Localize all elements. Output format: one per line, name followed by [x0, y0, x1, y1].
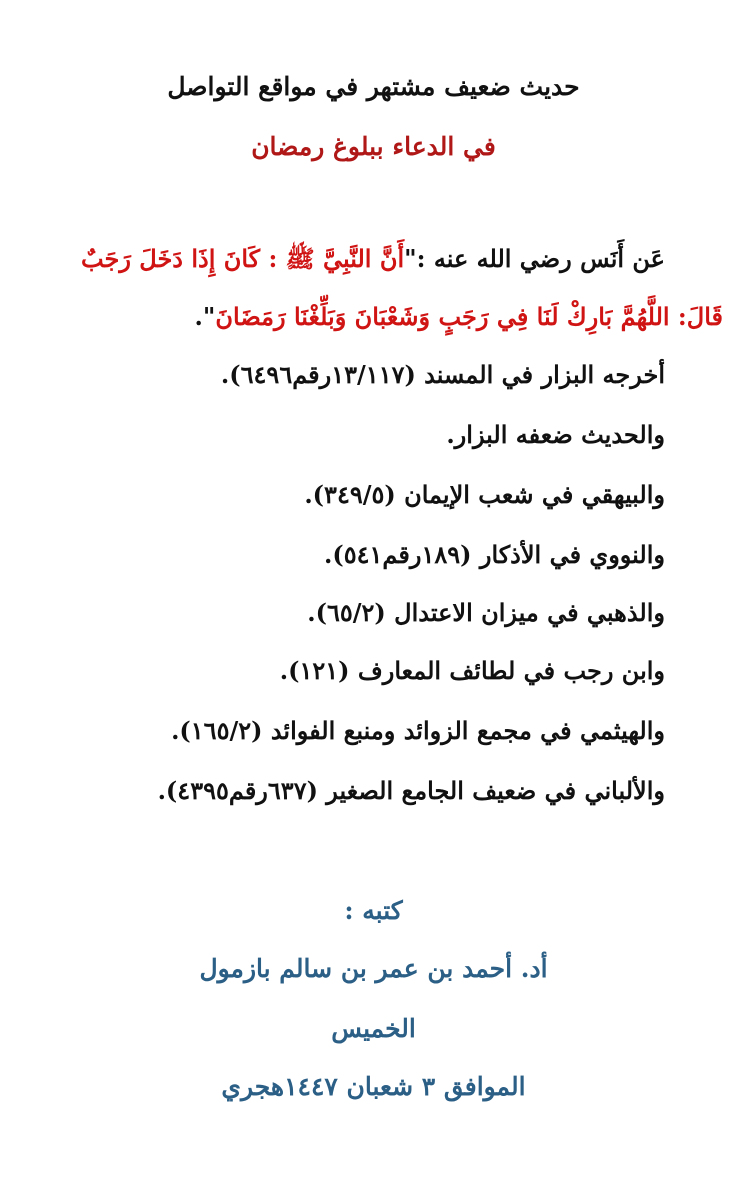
- signature-label: كتبه :: [344, 896, 403, 925]
- hadith-narrator: عَن أَنَس رضي الله عنه :": [404, 244, 665, 273]
- hadith-line-2: [195, 302, 723, 331]
- source-line: وابن رجب في لطائف المعارف (١٢١).: [279, 656, 665, 685]
- hadith-text-1: أَنَّ النَّبِيَّ ﷺ : كَانَ إِذَا دَخَلَ رَجَبٌ: [80, 244, 405, 273]
- source-line: والذهبي في ميزان الاعتدال (٦٥/٢).: [307, 598, 665, 627]
- source-line: والهيثمي في مجمع الزوائد ومنبع الفوائد (١٦٥/٢).: [171, 716, 665, 745]
- signature-date: الموافق ٣ شعبان ١٤٤٧هجري: [221, 1072, 526, 1101]
- source-line: والنووي في الأذكار (١٨٩رقم٥٤١).: [324, 540, 665, 569]
- signature-day: الخميس: [331, 1014, 416, 1043]
- document-subtitle: في الدعاء ببلوغ رمضان: [251, 132, 496, 161]
- hadith-text-2: قَالَ: اللَّهُمَّ بَارِكْ لَنَا فِي رَجَبٍ وَشَعْبَانَ وَبَلِّغْنَا رَمَضَانَ: [215, 302, 723, 331]
- source-line: والألباني في ضعيف الجامع الصغير (٦٣٧رقم٤٣٩٥).: [157, 776, 665, 805]
- source-line: والبيهقي في شعب الإيمان (٣٤٩/٥).: [304, 480, 665, 509]
- source-line: والحديث ضعفه البزار.: [446, 420, 665, 449]
- author-name: أد. أحمد بن عمر بن سالم بازمول: [199, 954, 548, 983]
- document-title: حديث ضعيف مشتهر في مواقع التواصل: [167, 72, 580, 101]
- hadith-line-1: [81, 244, 665, 279]
- source-line: أخرجه البزار في المسند (١٣/١١٧رقم٦٤٩٦).: [220, 360, 665, 389]
- hadith-quote-end: ".: [194, 302, 216, 331]
